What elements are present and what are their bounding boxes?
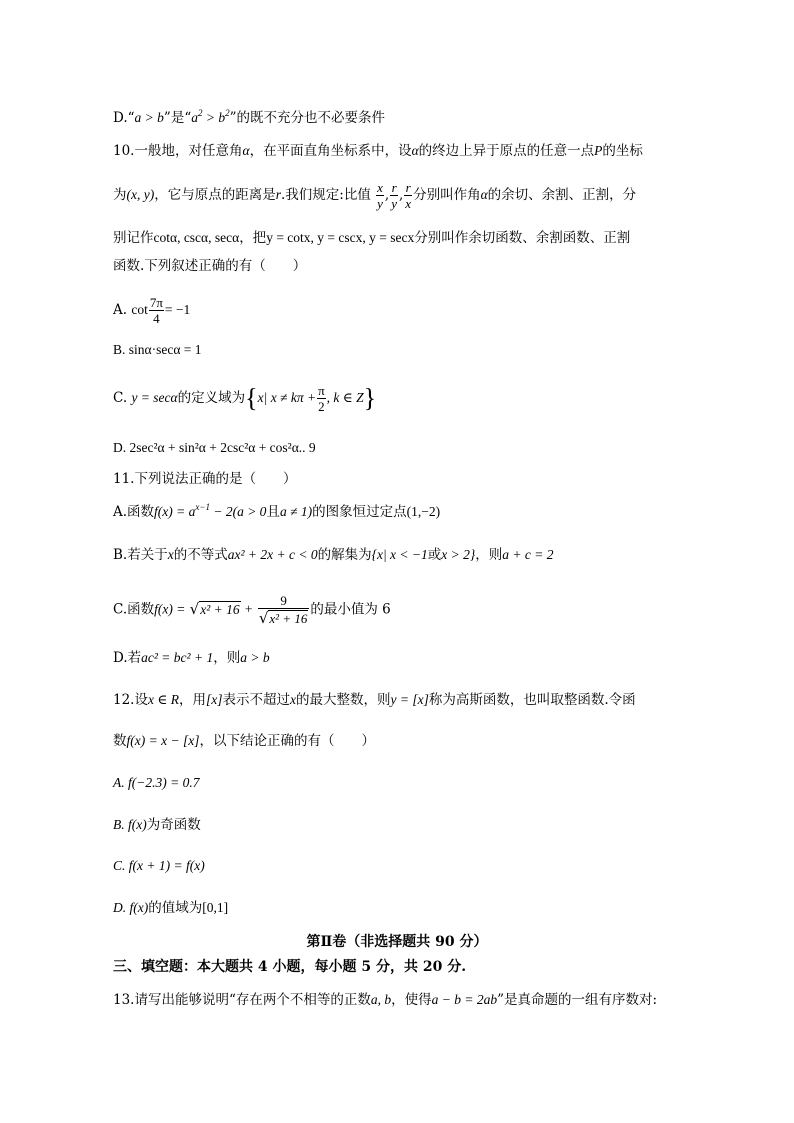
fraction-pi-over-2: $\frac{\pi}{2}$	[318, 383, 325, 414]
q11-option-b: B.若关于x的不等式ax² + 2x + c < 0的解集为{x| x < −1或x > 2}，则a + c = 2	[113, 547, 554, 563]
q12-option-c: C. f(x + 1) = f(x)	[113, 858, 205, 873]
q13-stem: 13.请写出能够说明“存在两个不相等的正数a, b，使得a − b = 2ab”是真命题的一组有序数对:	[113, 992, 658, 1008]
part2-title: 第Ⅱ卷（非选择题共 90 分）	[306, 934, 488, 950]
sqrt-expression: √x² + 16	[189, 600, 240, 619]
q9-option-d: D.“a > b”是“$a^2 > b^2$”的既不充分也不必要条件	[113, 108, 386, 126]
q11-option-c: C.函数f(x) = √x² + 16 + $\frac{9}{\text{√x² + 16}}$ 的最小值为 6	[113, 593, 391, 627]
section-heading: 三、填空题：本大题共 4 小题，每小题 5 分，共 20 分.	[113, 959, 467, 975]
fraction-7pi-over-4: $\frac{7\pi}{4}$	[149, 295, 163, 326]
q10-option-d: D. 2sec²α + sin²α + 2csc²α + cos²α.. 9	[113, 440, 316, 455]
fraction-9-over-sqrt: $\frac{9}{\text{√x² + 16}}$	[258, 593, 308, 627]
q12-option-a: A. f(−2.3) = 0.7	[113, 775, 200, 790]
q11-stem: 11.下列说法正确的是（ ）	[113, 471, 297, 487]
q12-option-d: D. f(x)的值域为[0,1]	[113, 900, 229, 916]
q10-stem-line3: 别记作cotα, cscα, secα，把y = cotx, y = cscx, y = secx分别叫作余切函数、余割函数、正割	[113, 230, 631, 246]
q12-option-b: B. f(x)为奇函数	[113, 817, 201, 833]
q10-stem-line1: 10.一般地，对任意角α，在平面直角坐标系中，设α的终边上异于原点的任意一点P的坐标	[113, 143, 643, 159]
q10-option-a: A. cot $\frac{7\pi}{4}$ = −1	[113, 295, 191, 326]
q10-option-c: C. y = secα的定义域为{x| x ≠ kπ + $\frac{\pi}{2}$ , k ∈ Z}	[113, 383, 377, 414]
q10-stem-line4: 函数.下列叙述正确的有（ ）	[113, 258, 307, 274]
q12-stem-line1: 12.设x ∈ R，用[x]表示不超过x的最大整数，则y = [x]称为高斯函数，也叫取整函数.令函	[113, 692, 636, 708]
q12-stem-line2: 数f(x) = x − [x]，以下结论正确的有（ ）	[113, 733, 375, 749]
q11-option-a: A.函数$f(x) = a^{x-1} - 2(a > 0$且a ≠ 1)的图象恒过定点(1,−2)	[113, 502, 441, 520]
fraction-r-over-x: $\frac{r}{x}$	[405, 180, 412, 211]
fraction-r-over-y: $\frac{r}{y}$	[391, 180, 397, 211]
q11-option-d: D.若ac² = bc² + 1，则a > b	[113, 650, 270, 666]
fraction-x-over-y: $\frac{x}{y}$	[377, 180, 383, 211]
q10-stem-line2: 为(x, y)，它与原点的距离是r.我们规定:比值 $\frac{x}{y}$ , $\frac{r}{y}$ , $\frac{r}{x}$ 分别叫作角α的余切、余割、正割，分	[113, 180, 637, 211]
q10-option-b: B. sinα·secα = 1	[113, 342, 202, 357]
